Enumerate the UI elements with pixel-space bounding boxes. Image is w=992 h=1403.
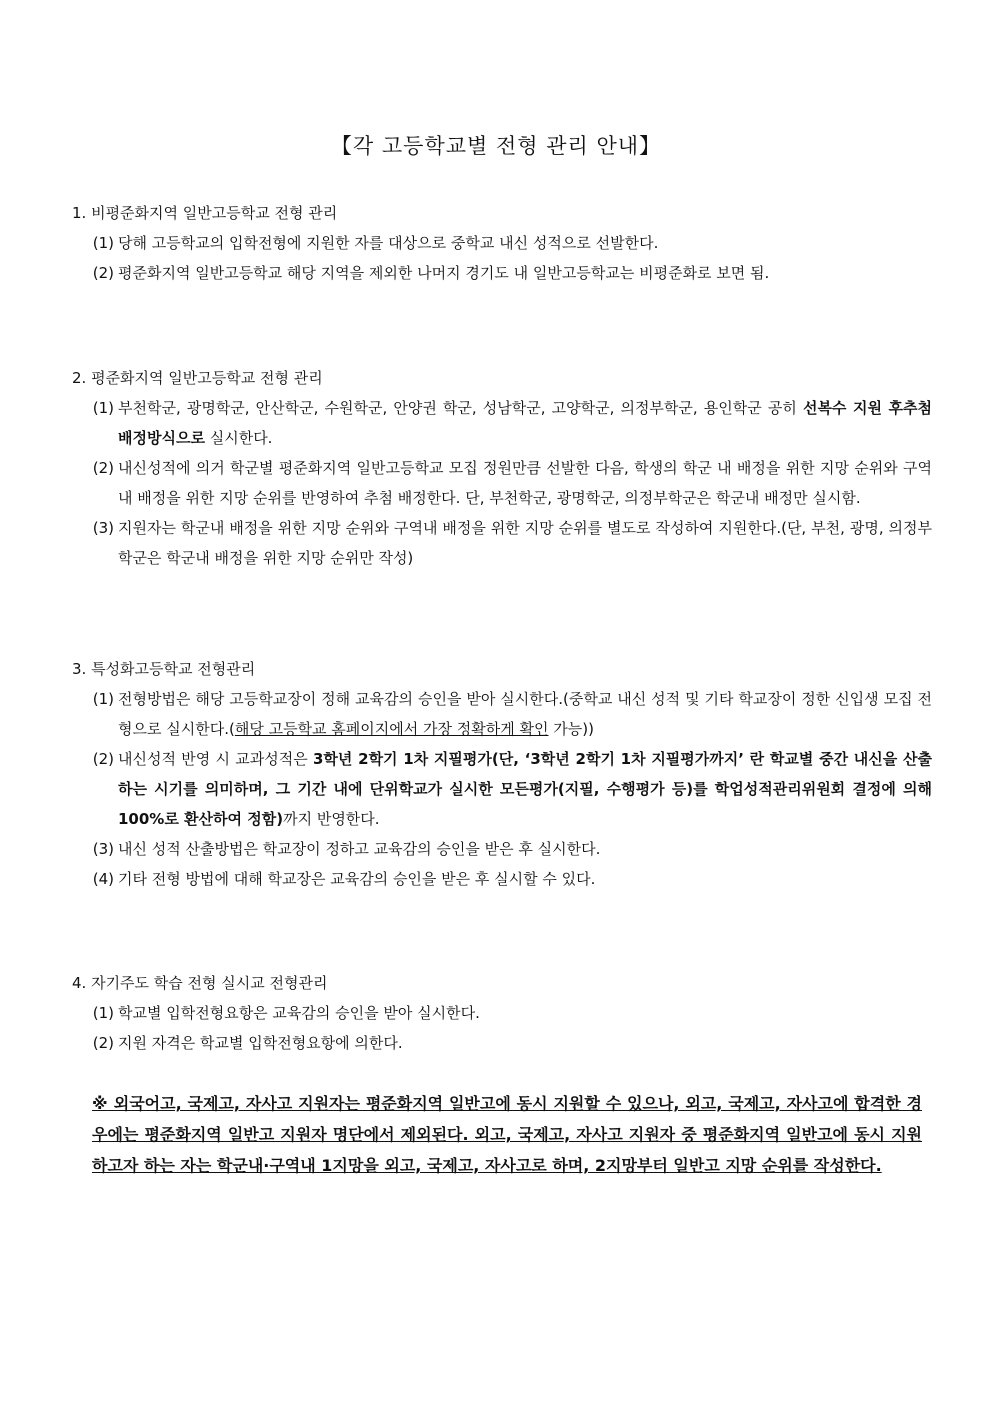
item-text: 지원 자격은 학교별 입학전형요항에 의한다. xyxy=(118,1034,403,1052)
item-number: (3) xyxy=(92,519,114,537)
item-text-part: 내신성적 반영 시 교과성적은 xyxy=(118,750,313,768)
item-text-part: 부천학군, 광명학군, 안산학군, 수원학군, 안양권 학군, 성남학군, 고양학군, 의정부학군, 용인학군 공히 xyxy=(118,399,803,417)
list-item xyxy=(72,744,932,834)
reference-mark-icon: ※ xyxy=(92,1094,108,1113)
page-title: 【각 고등학교별 전형 관리 안내】 xyxy=(330,134,662,158)
item-text: 내신 성적 산출방법은 학교장이 정하고 교육감의 승인을 받은 후 실시한다. xyxy=(118,840,601,858)
section-heading: 3. 특성화고등학교 전형관리 xyxy=(72,660,256,678)
list-item xyxy=(72,1028,932,1058)
list-item xyxy=(72,998,932,1028)
section-2 xyxy=(72,363,932,573)
item-text: 학교별 입학전형요항은 교육감의 승인을 받아 실시한다. xyxy=(118,1004,480,1022)
list-item xyxy=(72,393,932,453)
item-text-bold: 3학년 2학기 1차 지필평가(단, ‘3학년 2학기 1차 지필평가까지’ 란 학교별 중간 내신을 산출하는 시기를 의미하며, 그 기간 내에 단위학교가 실시한 모든평가(지필, 수행평가 등)를 학업성적관리위원회 결정에 의해 100%로 환산하여 정함) xyxy=(118,750,932,828)
section-heading: 2. 평준화지역 일반고등학교 전형 관리 xyxy=(72,369,323,387)
item-text: 지원자는 학군내 배정을 위한 지망 순위와 구역내 배정을 위한 지망 순위를 별도로 작성하여 지원한다.(단, 부천, 광명, 의정부 학군은 학군내 배정을 위한 지망 순위만 작성) xyxy=(118,519,932,567)
list-item xyxy=(72,228,932,258)
item-number: (1) xyxy=(92,1004,114,1022)
item-number: (3) xyxy=(92,840,114,858)
item-text: 내신성적에 의거 학군별 평준화지역 일반고등학교 모집 정원만큼 선발한 다음, 학생의 학군 내 배정을 위한 지망 순위와 구역내 배정을 위한 지망 순위를 반영하여 추첨 배정한다. 단, 부천학군, 광명학군, 의정부학군은 학군내 배정만 실시함. xyxy=(118,459,932,507)
list-item xyxy=(72,684,932,744)
item-text-part: 가능)) xyxy=(548,720,594,738)
item-text xyxy=(118,744,932,834)
notice-text: 외국어고, 국제고, 자사고 지원자는 평준화지역 일반고에 동시 지원할 수 있으나, 외고, 국제고, 자사고에 합격한 경우에는 평준화지역 일반고 지원자 명단에서 제외된다. 외고, 국제고, 자사고 지원자 중 평준화지역 일반고에 동시 지원하고자 하는 자는 학군내·구역내 1지망을 외고, 국제고, 자사고로 하며, 2지망부터 일반고 지망 순위를 작성한다. xyxy=(92,1094,922,1175)
section-heading: 1. 비평준화지역 일반고등학교 전형 관리 xyxy=(72,204,338,222)
item-number: (2) xyxy=(92,459,114,477)
item-text-bold: 선복수 지원 후추첨 배정방식으로 xyxy=(118,399,932,447)
section-4 xyxy=(72,968,932,1058)
section-heading: 4. 자기주도 학습 전형 실시교 전형관리 xyxy=(72,974,328,992)
list-item xyxy=(72,864,932,894)
section-3 xyxy=(72,654,932,894)
item-number: (2) xyxy=(92,750,114,768)
item-number: (2) xyxy=(92,1034,114,1052)
item-number: (1) xyxy=(92,234,114,252)
item-text-underlined: 해당 고등학교 홈페이지에서 가장 정확하게 확인 xyxy=(234,720,549,738)
item-number: (1) xyxy=(92,399,114,417)
item-text xyxy=(118,393,932,453)
item-text-part: 실시한다. xyxy=(204,429,273,447)
item-text: 기타 전형 방법에 대해 학교장은 교육감의 승인을 받은 후 실시할 수 있다. xyxy=(118,870,596,888)
item-text: 당해 고등학교의 입학전형에 지원한 자를 대상으로 중학교 내신 성적으로 선발한다. xyxy=(118,234,659,252)
item-text-part: 까지 반영한다. xyxy=(283,810,380,828)
list-item xyxy=(72,453,932,513)
list-item xyxy=(72,258,932,288)
section-1 xyxy=(72,198,932,288)
notice-paragraph xyxy=(92,1088,922,1181)
list-item xyxy=(72,834,932,864)
item-text xyxy=(118,684,932,744)
item-number: (4) xyxy=(92,870,114,888)
item-number: (2) xyxy=(92,264,114,282)
item-text: 평준화지역 일반고등학교 해당 지역을 제외한 나머지 경기도 내 일반고등학교는 비평준화로 보면 됨. xyxy=(118,264,770,282)
item-text-part: 전형방법은 해당 고등학교장이 정해 교육감의 승인을 받아 실시한다.(중학교 내신 성적 및 기타 학교장이 정한 신입생 모집 전형으로 실시한다.( xyxy=(118,690,932,738)
item-number: (1) xyxy=(92,690,114,708)
list-item xyxy=(72,513,932,573)
